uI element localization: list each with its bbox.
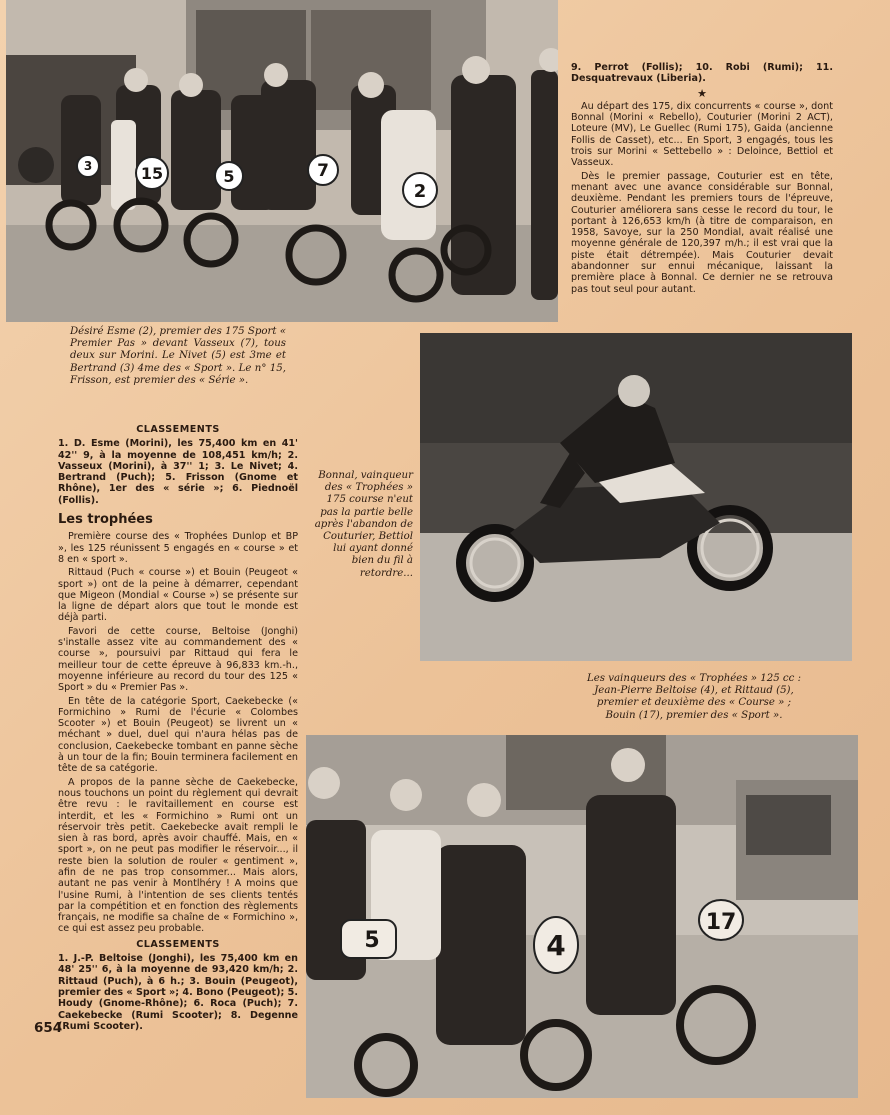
trophees-paragraph-2: Rittaud (Puch « course ») et Bouin (Peugeot « sport ») ont de la peine à démarrer, cependant que Migeon (Mondial « Course ») se présente sur la ligne de départ alors que tout le monde est déjà parti. [58, 567, 298, 624]
photo-number-2: 2 [413, 181, 427, 202]
results-continued: 9. Perrot (Follis); 10. Robi (Rumi); 11. Desquatrevaux (Liberia). [571, 62, 833, 85]
photo-number-4: 4 [546, 929, 566, 962]
page-number: 654 [34, 1020, 63, 1036]
classements-heading-1: CLASSEMENTS [136, 424, 220, 435]
caption-middle-photo: Bonnal, vainqueur des « Trophées » 175 course n'eut pas la partie belle après l'abandon de Couturier, Bettiol lui ayant donné bien du fil à retordre... [314, 470, 413, 579]
paragraph-175-race: Dès le premier passage, Couturier est en tête, menant avec une avance considérable sur Bonnal, deuxième. Pendant les premiers tours de l'épreuve, Couturier améliorera sans cesse le record du tour, le portant à 126,653 km/h (à titre de comparaison, en 1958, Savoye, sur la 250 Mondial, avait réalisé une moyenne générale de 120,397 m/h.; il est vrai que la piste était détrempée). Mais Couturier devait abandonner sur ennui mécanique, laissant la première place à Bonnal. Ce dernier ne se retrouva pas tout seul pour autant. [571, 170, 833, 295]
trophees-paragraph-5: A propos de la panne sèche de Caekebecke, nous touchons un point du règlement qui devrait être revu : le ravitaillement en course est interdit, et les « Formichino » Rumi ont un réservoir très petit. Caekebecke avait rempli le sien à ras bord, après avoir chauffé. Mais, en « sport », on ne peut pas modifier le réservoir..., il reste bien la solution de rouler « gentiment », afin de ne pas trop consommer... Mais alors, autant ne pas venir à Montlhéry ! A moins que l'usine Rumi, à l'intention de ses clients tentés par la compétition et en fonction des règlements français, ne modifie sa chaîne de « Formichino », ce qui est assez peu probable. [58, 776, 298, 935]
photo-number-15: 15 [140, 164, 164, 183]
trophees-paragraph-3: Favori de cette course, Beltoise (Jonghi) s'installe assez vite au commandement des « course », poursuivi par Rittaud qui fera le meilleur tour de cette épreuve à 96,833 km.-h., moyenne inférieure au record du tour des 125 « Sport » du « Premier Pas ». [58, 625, 298, 694]
top-right-text-column [571, 62, 833, 297]
photo-number-17: 17 [705, 910, 737, 935]
photo-number-5: 5 [223, 167, 235, 186]
star-divider: ★ [697, 86, 707, 100]
classements-results-1: 1. D. Esme (Morini), les 75,400 km en 41' 42'' 9, à la moyenne de 108,451 km/h; 2. Vasseux (Morini), à 37'' 1; 3. Le Nivet; 4. Bertrand (Puch); 5. Frisson (Gnome et Rhône), 1er des « série »; 6. Piednoël (Follis). [58, 438, 298, 506]
paragraph-175-start: Au départ des 175, dix concurrents « course », dont Bonnal (Morini « Rebello), Couturier (Morini 2 ACT), Loteure (MV), Le Guellec (Rumi 175), Gaida (ancienne Follis de Casset), etc... En Sport, 3 engagés, tous les trois sur Morini « Settebello » : Deloince, Bettiol et Vasseux. [571, 100, 833, 169]
classements-heading-2: CLASSEMENTS [136, 938, 220, 950]
photo-number-5-bottom: 5 [364, 928, 380, 953]
photo-bonnal-racing [420, 333, 852, 661]
photo-trophy-winners [306, 735, 858, 1098]
trophees-paragraph-1: Première course des « Trophées Dunlop et BP », les 125 réunissent 5 engagés en « course » et 8 en « sport ». [58, 531, 298, 565]
trophees-paragraph-4: En tête de la catégorie Sport, Caekebecke (« Formichino » Rumi de l'écurie « Colombes Scooter ») et Bouin (Peugeot) se livrent un « méchant » duel, duel qui n'aura hélas pas de conclusion, Caekebecke tombant en panne sèche à un tour de la fin; Bouin terminera facilement en tête de sa catégorie. [58, 695, 298, 775]
photo-number-7: 7 [317, 161, 329, 181]
left-text-column [58, 420, 298, 1032]
caption-bottom-photo: Les vainqueurs des « Trophées » 125 cc : Jean-Pierre Beltoise (4), et Rittaud (5), premier et deuxième des « Course » ; Bouin (17), premier des « Sport ». [586, 673, 802, 721]
classements-results-2: 1. J.-P. Beltoise (Jonghi), les 75,400 km en 48' 25'' 6, à la moyenne de 93,420 km/h; 2. Rittaud (Puch), à 6 h.; 3. Bouin (Peugeot), premier des « Sport »; 4. Bono (Peugeot); 5. Houdy (Gnome-Rhône); 6. Roca (Puch); 7. Caekebecke (Rumi Scooter); 8. Degenne (Rumi Scooter). [58, 953, 298, 1032]
caption-top-photo: Désiré Esme (2), premier des 175 Sport « Premier Pas » devant Vasseux (7), tous deux sur Morini. Le Nivet (5) est 3me et Bertrand (3) 4me des « Sport ». Le n° 15, Frisson, est premier des « Série ». [70, 326, 286, 386]
section-title-trophees: Les trophées [58, 512, 153, 528]
photo-number-3: 3 [83, 159, 93, 173]
photo-riders-group [6, 0, 558, 322]
